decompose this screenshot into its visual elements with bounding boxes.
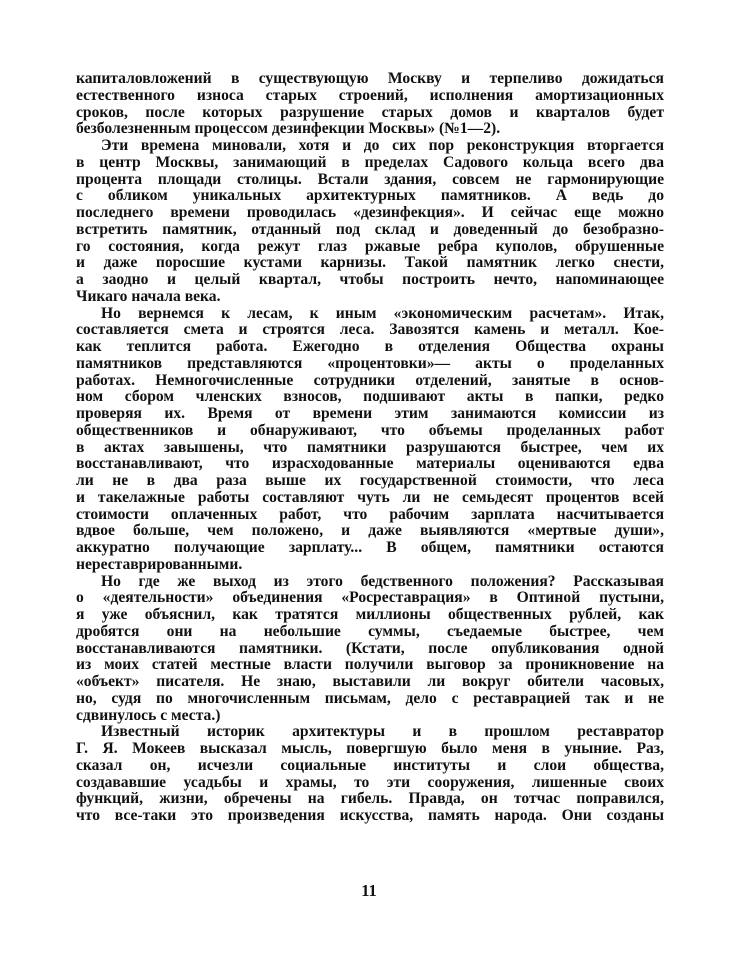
body-text bbox=[76, 71, 664, 825]
text-line: сдвинулось с места.) bbox=[76, 706, 221, 724]
text-line: но, судя по многочисленным письмам, дело с реставрацией так и не bbox=[76, 689, 664, 707]
text-line: и такелажные работы составляют чуть ли не семьдесят процентов всей bbox=[76, 488, 664, 506]
text-line: го состояния, когда режут глаз ржавые ребра куполов, обрушенные bbox=[76, 237, 664, 255]
text-line: с обликом уникальных архитектурных памятников. А ведь до bbox=[76, 187, 664, 205]
text-line: Но где же выход из этого бедственного положения? Рассказывая bbox=[101, 572, 664, 590]
text-line: в актах завышены, что памятники разрушаются быстрее, чем их bbox=[76, 438, 664, 456]
text-line: Чикаго начала века. bbox=[76, 287, 221, 305]
text-line: о «деятельности» объединения «Росреставрация» в Оптиной пустыни, bbox=[76, 589, 664, 607]
text-line: последнего времени проводилась «дезинфекция». И сейчас еще можно bbox=[76, 204, 664, 221]
text-line: памятников представляются «процентовки»— акты о проделанных bbox=[76, 354, 664, 372]
text-line: Но вернемся к лесам, к иным «экономическим расчетам». Итак, bbox=[101, 304, 664, 322]
text-line: дробятся они на небольшие суммы, съедаемые быстрее, чем bbox=[76, 622, 664, 640]
text-line: естественного износа старых строений, исполнения амортизационных bbox=[76, 86, 664, 104]
text-line: проверяя их. Время от времени этим занимаются комиссии из bbox=[76, 405, 664, 422]
text-line: восстанавливаются памятники. (Кстати, после опубликования одной bbox=[76, 639, 664, 657]
text-line: вдвое больше, чем положено, и даже выявляются «мертвые души», bbox=[76, 522, 664, 540]
text-line: работах. Немногочисленные сотрудники отделений, занятые в основ- bbox=[76, 371, 664, 389]
text-line: процента площади столицы. Встали здания, совсем не гармонирующие bbox=[76, 170, 664, 188]
text-line: общественников и обнаруживают, что объемы проделанных работ bbox=[76, 421, 664, 439]
text-line: создававшие усадьбы и храмы, то эти сооружения, лишенные своих bbox=[76, 773, 664, 791]
text-line: что все-таки это произведения искусства, память народа. Они созданы bbox=[76, 807, 664, 824]
text-line: я уже объяснил, как тратятся миллионы общественных рублей, как bbox=[76, 606, 664, 623]
text-line: Известный историк архитектуры и в прошлом реставратор bbox=[101, 723, 664, 741]
text-line: в центр Москвы, занимающий в пределах Садового кольца всего два bbox=[76, 153, 664, 171]
text-line: составляется смета и строятся леса. Завозятся камень и металл. Кое- bbox=[76, 321, 664, 339]
paragraph bbox=[76, 138, 664, 306]
paragraph bbox=[76, 724, 664, 825]
text-line: безболезненным процессом дезинфекции Москвы» (№1—2). bbox=[76, 120, 501, 138]
text-line: из моих статей местные власти получили выговор за проникновение на bbox=[76, 656, 664, 674]
text-line: встретить памятник, отданный под склад и доведенный до безобразно- bbox=[76, 220, 664, 238]
text-line: сроков, после которых разрушение старых домов и кварталов будет bbox=[76, 103, 664, 121]
paragraph bbox=[76, 574, 664, 725]
text-line: капиталовложений в существующую Москву и терпеливо дожидаться bbox=[76, 70, 664, 87]
paragraph bbox=[76, 306, 664, 574]
text-line: стоимости оплаченных работ, что рабочим зарплата насчитывается bbox=[76, 505, 664, 523]
text-line: аккуратно получающие зарплату... В общем, памятники остаются bbox=[76, 539, 664, 556]
text-line: нереставрированными. bbox=[76, 555, 243, 573]
text-line: ли не в два раза выше их государственной стоимости, что леса bbox=[76, 472, 664, 489]
text-line: как теплится работа. Ежегодно в отделения Общества охраны bbox=[76, 338, 664, 355]
text-line: ном сбором членских взносов, подшивают акты в папки, редко bbox=[76, 388, 664, 406]
text-line: сказал он, исчезли социальные институты и слои общества, bbox=[76, 756, 664, 774]
text-line: Г. Я. Мокеев высказал мысль, повергшую было меня в уныние. Раз, bbox=[76, 740, 664, 757]
text-line: Эти времена миновали, хотя и до сих пор реконструкция вторгается bbox=[101, 137, 664, 154]
page-number: 11 bbox=[361, 881, 377, 900]
text-line: восстанавливают, что израсходованные материалы оцениваются едва bbox=[76, 455, 664, 473]
paragraph bbox=[76, 71, 664, 138]
text-line: а заодно и целый квартал, чтобы построить нечто, напоминающее bbox=[76, 271, 664, 288]
text-line: и даже поросшие кустами карнизы. Такой памятник легко снести, bbox=[76, 254, 664, 272]
text-line: функций, жизни, обречены на гибель. Правда, он тотчас поправился, bbox=[76, 790, 664, 808]
text-line: «объект» писателя. Не знаю, выставили ли вокруг обители часовых, bbox=[76, 673, 664, 690]
